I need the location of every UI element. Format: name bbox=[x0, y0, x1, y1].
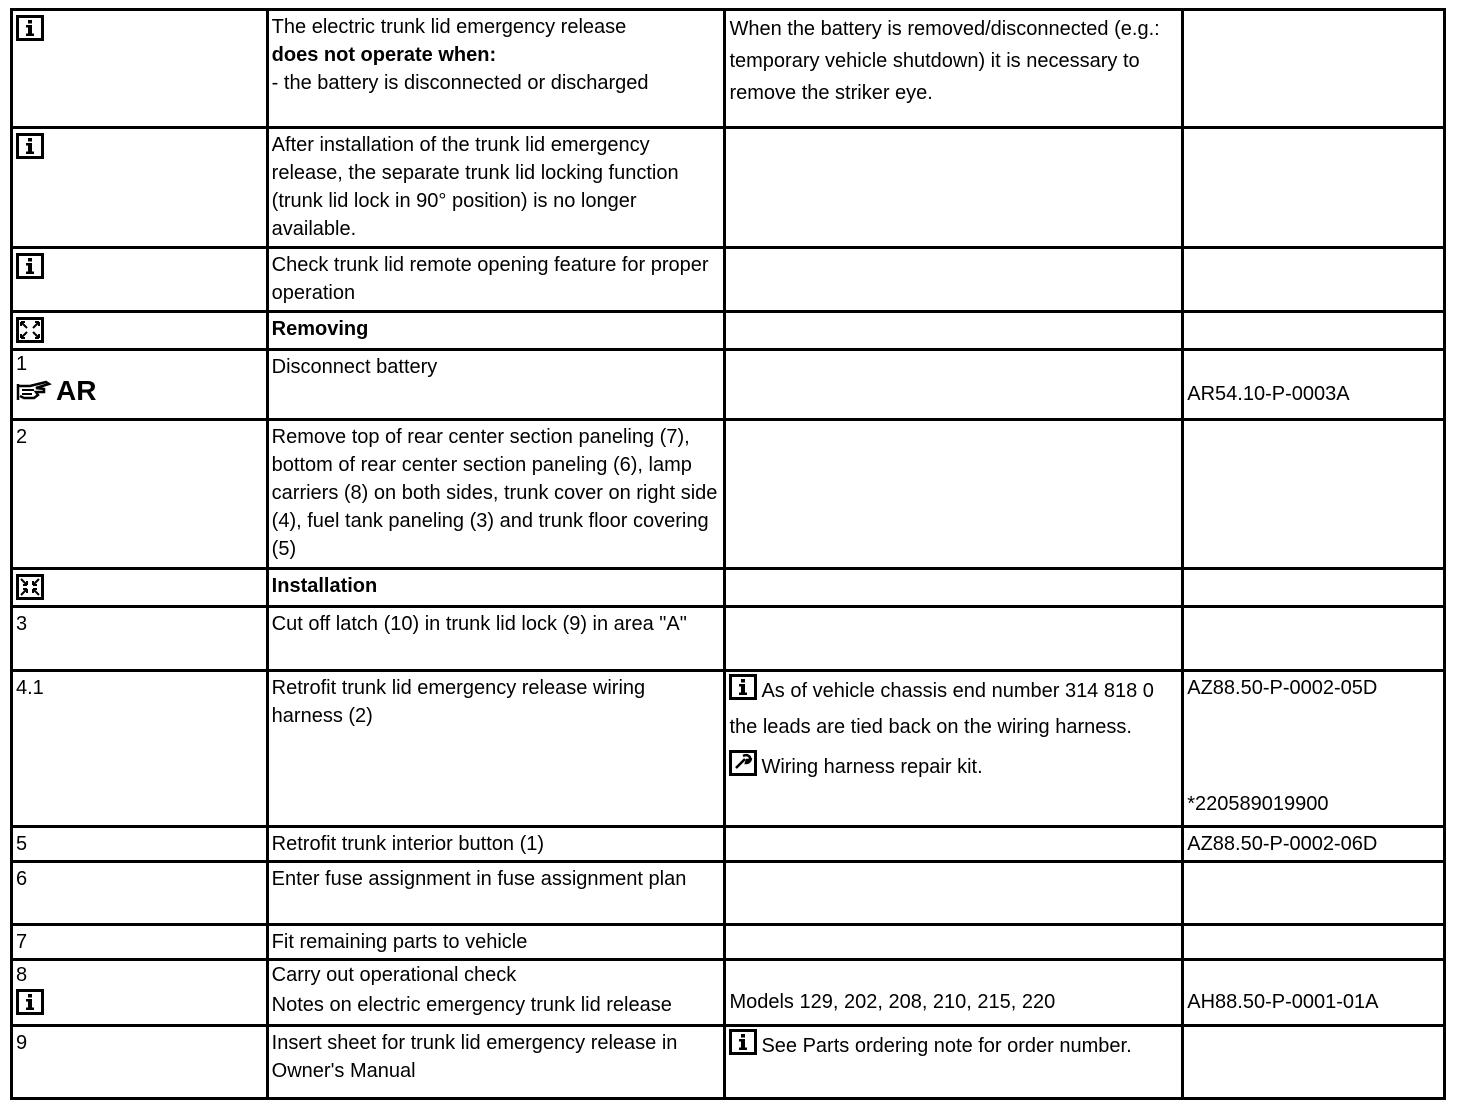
table-row bbox=[12, 925, 1445, 960]
step-cell bbox=[12, 607, 268, 671]
instruction-cell bbox=[267, 862, 725, 925]
step-cell bbox=[12, 960, 268, 1026]
note-cell bbox=[725, 248, 1183, 312]
instruction-text: Enter fuse assignment in fuse assignment plan bbox=[271, 868, 687, 890]
table-row bbox=[12, 1026, 1445, 1099]
step-cell bbox=[12, 671, 268, 827]
instruction-text-continued: - the battery is disconnected or discharged bbox=[271, 72, 649, 94]
installation-icon bbox=[16, 574, 44, 600]
instruction-cell bbox=[267, 1026, 725, 1099]
instruction-cell bbox=[267, 128, 725, 248]
info-icon bbox=[729, 1029, 757, 1065]
note-cell bbox=[725, 569, 1183, 607]
table-row bbox=[12, 10, 1445, 128]
reference-code: AZ88.50-P-0002-05D bbox=[1187, 677, 1378, 699]
note-cell bbox=[725, 350, 1183, 420]
info-icon bbox=[16, 133, 44, 159]
step-number: 9 bbox=[16, 1032, 28, 1054]
instruction-text: Carry out operational check bbox=[271, 964, 517, 986]
table-row bbox=[12, 420, 1445, 569]
info-icon bbox=[16, 989, 44, 1015]
note-cell bbox=[725, 128, 1183, 248]
reference-cell bbox=[1183, 420, 1445, 569]
step-cell bbox=[12, 312, 268, 350]
step-cell bbox=[12, 350, 268, 420]
instruction-bold-text: does not operate when: bbox=[271, 44, 497, 66]
part-number: *220589019900 bbox=[1187, 793, 1329, 815]
instruction-cell bbox=[267, 960, 725, 1026]
reference-cell bbox=[1183, 312, 1445, 350]
table-row bbox=[12, 607, 1445, 671]
table-row bbox=[12, 350, 1445, 420]
reference-cell bbox=[1183, 960, 1445, 1026]
instruction-text: Remove top of rear center section paneling (7), bottom of rear center section paneling (6), lamp carriers (8) on both sides, trunk cover on right side (4), fuel tank paneling (3) and trunk floor covering (5) bbox=[271, 426, 718, 560]
instruction-text: Retrofit trunk lid emergency release wiring harness (2) bbox=[271, 677, 646, 727]
table-row bbox=[12, 312, 1445, 350]
info-icon bbox=[16, 15, 44, 41]
instruction-text: The electric trunk lid emergency release bbox=[271, 16, 627, 38]
info-icon bbox=[729, 674, 757, 711]
step-number: 5 bbox=[16, 833, 28, 855]
instruction-text: Insert sheet for trunk lid emergency release in Owner's Manual bbox=[271, 1032, 678, 1082]
instruction-cell bbox=[267, 420, 725, 569]
note-text: See Parts ordering note for order number. bbox=[761, 1035, 1132, 1057]
table-row bbox=[12, 569, 1445, 607]
procedure-table bbox=[10, 8, 1446, 1100]
reference-cell bbox=[1183, 128, 1445, 248]
table-row bbox=[12, 862, 1445, 925]
step-cell bbox=[12, 827, 268, 862]
reference-cell bbox=[1183, 862, 1445, 925]
instruction-text: Cut off latch (10) in trunk lid lock (9) in area "A" bbox=[271, 613, 687, 635]
instruction-text: Retrofit trunk interior button (1) bbox=[271, 833, 545, 855]
step-cell bbox=[12, 569, 268, 607]
section-heading-cell bbox=[267, 569, 725, 607]
step-cell bbox=[12, 10, 268, 128]
note-cell bbox=[725, 10, 1183, 128]
step-cell bbox=[12, 420, 268, 569]
step-number: 1 bbox=[16, 353, 28, 375]
step-number: 7 bbox=[16, 931, 28, 953]
tool-note-text: Wiring harness repair kit. bbox=[761, 756, 983, 778]
note-cell bbox=[725, 671, 1183, 827]
reference-cell bbox=[1183, 248, 1445, 312]
instruction-text: Check trunk lid remote opening feature for proper operation bbox=[271, 254, 709, 304]
note-text: When the battery is removed/disconnected (e.g.: temporary vehicle shutdown) it is necessary to remove the striker eye. bbox=[729, 18, 1160, 104]
reference-cell bbox=[1183, 10, 1445, 128]
reference-cell bbox=[1183, 827, 1445, 862]
step-cell bbox=[12, 925, 268, 960]
note-cell bbox=[725, 312, 1183, 350]
note-cell bbox=[725, 960, 1183, 1026]
step-number: 2 bbox=[16, 426, 28, 448]
ar-label: AR bbox=[56, 375, 97, 406]
note-cell bbox=[725, 420, 1183, 569]
section-heading: Removing bbox=[271, 318, 369, 340]
step-cell bbox=[12, 862, 268, 925]
step-number: 4.1 bbox=[16, 677, 44, 699]
instruction-cell bbox=[267, 671, 725, 827]
removing-icon bbox=[16, 317, 44, 343]
table-row bbox=[12, 671, 1445, 827]
reference-cell bbox=[1183, 607, 1445, 671]
tool-note bbox=[729, 750, 1177, 787]
section-heading: Installation bbox=[271, 575, 378, 597]
step-cell bbox=[12, 248, 268, 312]
reference-code: AR54.10-P-0003A bbox=[1187, 383, 1350, 405]
reference-cell bbox=[1183, 1026, 1445, 1099]
note-cell bbox=[725, 827, 1183, 862]
pointing-hand-ar-icon bbox=[16, 375, 96, 407]
note-cell bbox=[725, 1026, 1183, 1099]
info-icon bbox=[16, 253, 44, 279]
step-cell bbox=[12, 128, 268, 248]
reference-cell bbox=[1183, 350, 1445, 420]
note-cell bbox=[725, 925, 1183, 960]
step-number: 3 bbox=[16, 613, 28, 635]
note-cell bbox=[725, 862, 1183, 925]
reference-code: AH88.50-P-0001-01A bbox=[1187, 991, 1379, 1013]
instruction-cell bbox=[267, 10, 725, 128]
instruction-cell bbox=[267, 827, 725, 862]
step-number: 8 bbox=[16, 964, 28, 986]
special-tool-icon bbox=[729, 750, 757, 787]
step-number: 6 bbox=[16, 868, 28, 890]
table-row bbox=[12, 960, 1445, 1026]
table-row bbox=[12, 128, 1445, 248]
instruction-cell bbox=[267, 350, 725, 420]
instruction-text: Fit remaining parts to vehicle bbox=[271, 931, 528, 953]
instruction-text: After installation of the trunk lid emergency release, the separate trunk lid locking function (trunk lid lock in 90° position) is no longer available. bbox=[271, 134, 679, 240]
note-text: As of vehicle chassis end number 314 818 0 the leads are tied back on the wiring harness. bbox=[729, 680, 1154, 738]
table-row bbox=[12, 248, 1445, 312]
instruction-text: Disconnect battery bbox=[271, 356, 438, 378]
note-text: Models 129, 202, 208, 210, 215, 220 bbox=[729, 991, 1056, 1013]
reference-cell bbox=[1183, 925, 1445, 960]
reference-cell bbox=[1183, 569, 1445, 607]
instruction-text-2: Notes on electric emergency trunk lid release bbox=[271, 994, 672, 1016]
table-row bbox=[12, 827, 1445, 862]
section-heading-cell bbox=[267, 312, 725, 350]
note-cell bbox=[725, 607, 1183, 671]
reference-cell bbox=[1183, 671, 1445, 827]
instruction-cell bbox=[267, 248, 725, 312]
instruction-cell bbox=[267, 607, 725, 671]
step-cell bbox=[12, 1026, 268, 1099]
reference-code: AZ88.50-P-0002-06D bbox=[1187, 833, 1378, 855]
instruction-cell bbox=[267, 925, 725, 960]
